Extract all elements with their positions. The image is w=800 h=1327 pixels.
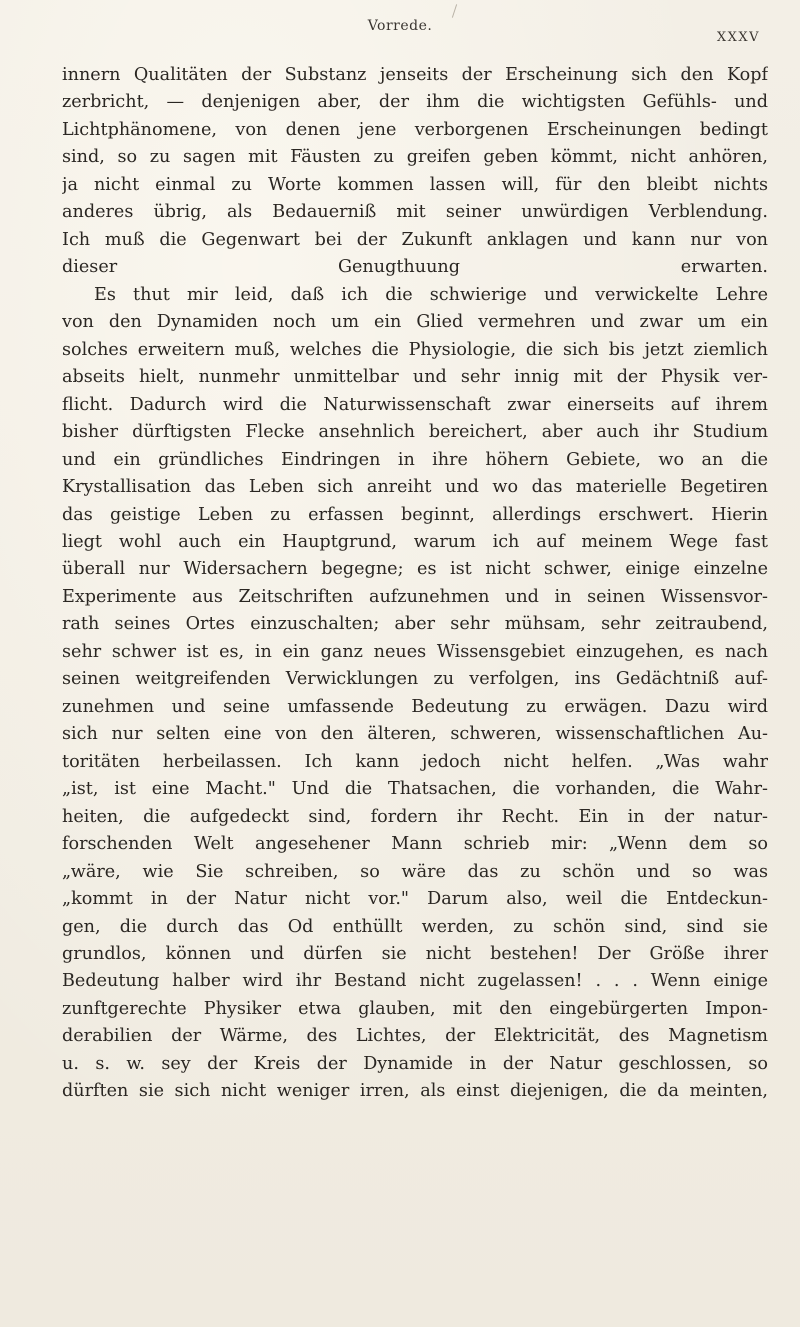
text-line: rath seines Ortes einzuschalten; aber sehr mühsam, sehr zeitraubend, <box>62 614 768 635</box>
text-line: derabilien der Wärme, des Lichtes, der Elektricität, des Magnetism <box>62 1026 768 1047</box>
text-line: „wäre, wie Sie schreiben, so wäre das zu schön und so was <box>62 861 768 882</box>
text-line: seinen weitgreifenden Verwicklungen zu verfolgen, ins Gedächtniß auf- <box>62 669 768 690</box>
text-line: Lichtphänomene, von denen jene verborgenen Erscheinungen bedingt <box>62 119 768 140</box>
text-line: u. s. w. sey der Kreis der Dynamide in der Natur geschlossen, so <box>62 1053 768 1074</box>
text-line: solches erweitern muß, welches die Physiologie, die sich bis jetzt ziemlich <box>62 339 768 360</box>
text-line: dürften sie sich nicht weniger irren, als einst diejenigen, die da meinten, <box>62 1081 768 1102</box>
text-line: dieser Genugthuung erwarten. <box>62 257 768 278</box>
text-line: ja nicht einmal zu Worte kommen lassen will, für den bleibt nichts <box>62 174 768 195</box>
text-line: zunftgerechte Physiker etwa glauben, mit den eingebürgerten Impon- <box>62 998 768 1019</box>
text-line: innern Qualitäten der Substanz jenseits der Erscheinung sich den Kopf <box>62 65 768 85</box>
text-line: Experimente aus Zeitschriften aufzunehmen und in seinen Wissensvor- <box>62 586 768 607</box>
text-line: von den Dynamiden noch um ein Glied vermehren und zwar um ein <box>62 312 768 333</box>
text-line: sind, so zu sagen mit Fäusten zu greifen geben kömmt, nicht anhören, <box>62 147 768 168</box>
text-line: anderes übrig, als Bedauerniß mit seiner unwürdigen Verblendung. <box>62 202 768 223</box>
text-line: abseits hielt, nunmehr unmittelbar und sehr innig mit der Physik ver- <box>62 367 768 388</box>
text-line: gen, die durch das Od enthüllt werden, zu schön sind, sind sie <box>62 916 768 937</box>
text-line: liegt wohl auch ein Hauptgrund, warum ich auf meinem Wege fast <box>62 531 768 552</box>
text-line: sehr schwer ist es, in ein ganz neues Wissensgebiet einzugehen, es nach <box>62 641 768 662</box>
text-line: „kommt in der Natur nicht vor." Darum also, weil die Entdeckun- <box>62 889 768 910</box>
text-line: Es thut mir leid, daß ich die schwierige und verwickelte Lehre <box>94 284 768 305</box>
running-head <box>0 12 800 45</box>
text-line: und ein gründliches Eindringen in ihre höhern Gebiete, wo an die <box>62 449 768 470</box>
text-line: Ich muß die Gegenwart bei der Zukunft anklagen und kann nur von <box>62 229 768 250</box>
text-line: das geistige Leben zu erfassen beginnt, allerdings erschwert. Hierin <box>62 504 768 525</box>
text-line: „ist, ist eine Macht." Und die Thatsachen, die vorhanden, die Wahr- <box>62 779 768 800</box>
text-line: bisher dürftigsten Flecke ansehnlich bereichert, aber auch ihr Studium <box>62 422 768 443</box>
body-text <box>62 62 768 1106</box>
text-line: forschenden Welt angesehener Mann schrieb mir: „Wenn dem so <box>62 834 768 855</box>
text-line: grundlos, können und dürfen sie nicht bestehen! Der Größe ihrer <box>62 944 768 964</box>
text-line: flicht. Dadurch wird die Naturwissenschaft zwar einerseits auf ihrem <box>62 394 768 415</box>
text-line: Krystallisation das Leben sich anreiht und wo das materielle Begetiren <box>62 477 768 498</box>
text-line: sich nur selten eine von den älteren, schweren, wissenschaftlichen Au- <box>62 724 768 745</box>
text-line: Bedeutung halber wird ihr Bestand nicht zugelassen! . . . Wenn einige <box>62 971 768 992</box>
running-head-title: Vorrede. <box>367 18 433 34</box>
text-line: zerbricht, — denjenigen aber, der ihm die wichtigsten Gefühls- und <box>62 92 768 113</box>
page-number: XXXV <box>716 30 760 45</box>
text-line: überall nur Widersachern begegne; es ist nicht schwer, einige einzelne <box>62 559 768 580</box>
text-line: heiten, die aufgedeckt sind, fordern ihr Recht. Ein in der natur- <box>62 806 768 827</box>
text-line: toritäten herbeilassen. Ich kann jedoch nicht helfen. „Was wahr <box>62 751 768 772</box>
text-line: zunehmen und seine umfassende Bedeutung zu erwägen. Dazu wird <box>62 696 768 717</box>
